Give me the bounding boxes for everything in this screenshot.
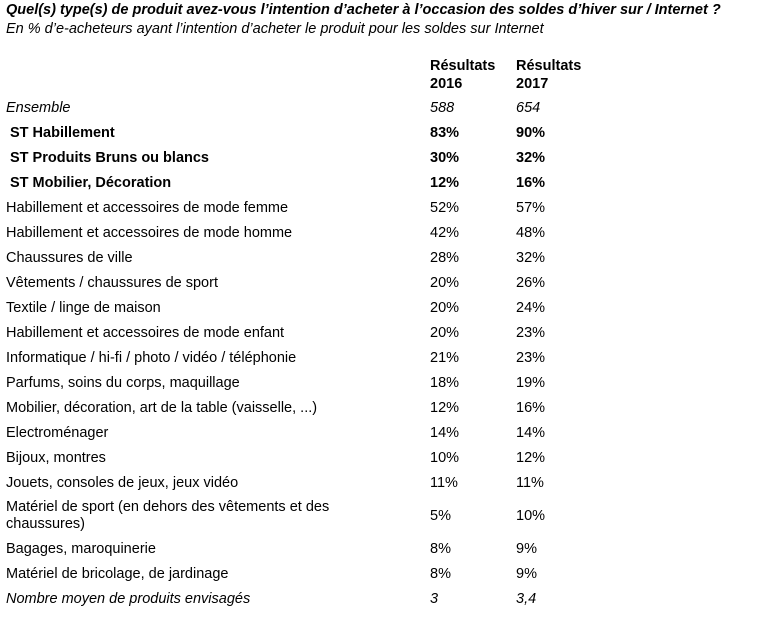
table-row xyxy=(0,196,779,221)
column-header-2017-line1: Résultats xyxy=(516,58,582,74)
table-row xyxy=(0,346,779,371)
row-label: Parfums, soins du corps, maquillage xyxy=(6,375,240,391)
value-2016: 12% xyxy=(430,175,460,191)
row-label: Textile / linge de maison xyxy=(6,300,161,316)
column-header-2017-line2: 2017 xyxy=(516,76,549,92)
row-label: Matériel de sport (en dehors des vêtements et des chaussures) xyxy=(6,499,330,532)
table-row xyxy=(0,321,779,346)
value-2017: 23% xyxy=(516,325,546,341)
value-2017: 32% xyxy=(516,150,546,166)
results-table xyxy=(0,96,779,612)
row-label: Ensemble xyxy=(6,100,71,116)
value-2016: 83% xyxy=(430,125,460,141)
column-header-2016-line1: Résultats xyxy=(430,58,496,74)
value-2017: 19% xyxy=(516,375,546,391)
row-label: ST Mobilier, Décoration xyxy=(10,175,172,191)
value-2016: 11% xyxy=(430,475,458,491)
column-header-2016-line2: 2016 xyxy=(430,76,463,92)
table-subtitle: En % d’e-acheteurs ayant l’intention d’acheter le produit pour les soldes sur Internet xyxy=(6,21,544,37)
value-2016: 20% xyxy=(430,325,460,341)
table-row xyxy=(0,246,779,271)
value-2016: 12% xyxy=(430,400,460,416)
table-row-average xyxy=(0,587,779,612)
row-label: Vêtements / chaussures de sport xyxy=(6,275,218,291)
value-2017: 48% xyxy=(516,225,546,241)
value-2016: 20% xyxy=(430,300,460,316)
value-2017: 90% xyxy=(516,125,546,141)
row-label: Jouets, consoles de jeux, jeux vidéo xyxy=(6,475,239,491)
value-2016: 14% xyxy=(430,425,460,441)
value-2016: 42% xyxy=(430,225,460,241)
row-label: Chaussures de ville xyxy=(6,250,133,266)
value-2017: 9% xyxy=(516,541,537,557)
table-row xyxy=(0,421,779,446)
table-row-ensemble xyxy=(0,96,779,121)
value-2017: 12% xyxy=(516,450,546,466)
column-header-2017 xyxy=(516,57,581,93)
row-label: Mobilier, décoration, art de la table (vaisselle, ...) xyxy=(6,400,318,416)
column-header-2016 xyxy=(430,57,495,93)
table-row xyxy=(0,537,779,562)
table-row xyxy=(0,496,779,537)
table-row xyxy=(0,371,779,396)
row-label: Nombre moyen de produits envisagés xyxy=(6,591,251,607)
value-2017: 32% xyxy=(516,250,546,266)
row-label: Bagages, maroquinerie xyxy=(6,541,156,557)
table-title: Quel(s) type(s) de produit avez-vous l’intention d’acheter à l’occasion des soldes d’hiver sur / Internet ? xyxy=(6,2,721,18)
value-2017: 16% xyxy=(516,175,546,191)
value-2017: 3,4 xyxy=(516,591,537,607)
value-2016: 28% xyxy=(430,250,460,266)
value-2017: 10% xyxy=(516,508,546,524)
table-row xyxy=(0,446,779,471)
table-row xyxy=(0,296,779,321)
table-row xyxy=(0,471,779,496)
value-2017: 9% xyxy=(516,566,537,582)
value-2016: 8% xyxy=(430,541,451,557)
row-label: Habillement et accessoires de mode enfant xyxy=(6,325,285,341)
row-label: ST Produits Bruns ou blancs xyxy=(10,150,209,166)
value-2016: 8% xyxy=(430,566,451,582)
table-row xyxy=(0,221,779,246)
value-2017: 26% xyxy=(516,275,546,291)
value-2017: 24% xyxy=(516,300,546,316)
value-2016: 5% xyxy=(430,508,451,524)
table-row-subtotal xyxy=(0,121,779,146)
value-2016: 3 xyxy=(430,591,439,607)
value-2016: 10% xyxy=(430,450,460,466)
value-2016: 30% xyxy=(430,150,460,166)
value-2017: 57% xyxy=(516,200,546,216)
value-2017: 14% xyxy=(516,425,546,441)
value-2016: 52% xyxy=(430,200,460,216)
row-label: Bijoux, montres xyxy=(6,450,106,466)
table-row-subtotal xyxy=(0,171,779,196)
value-2017: 654 xyxy=(516,100,541,116)
value-2016: 20% xyxy=(430,275,460,291)
row-label: Habillement et accessoires de mode femme xyxy=(6,200,289,216)
value-2017: 23% xyxy=(516,350,546,366)
row-label: Electroménager xyxy=(6,425,109,441)
row-label: Matériel de bricolage, de jardinage xyxy=(6,566,229,582)
table-row xyxy=(0,271,779,296)
table-row xyxy=(0,562,779,587)
value-2016: 18% xyxy=(430,375,460,391)
table-row-subtotal xyxy=(0,146,779,171)
row-label: Informatique / hi-fi / photo / vidéo / téléphonie xyxy=(6,350,297,366)
value-2016: 21% xyxy=(430,350,460,366)
value-2017: 11% xyxy=(516,475,544,491)
row-label: ST Habillement xyxy=(10,125,115,141)
value-2017: 16% xyxy=(516,400,546,416)
row-label: Habillement et accessoires de mode homme xyxy=(6,225,293,241)
value-2016: 588 xyxy=(430,100,455,116)
table-row xyxy=(0,396,779,421)
